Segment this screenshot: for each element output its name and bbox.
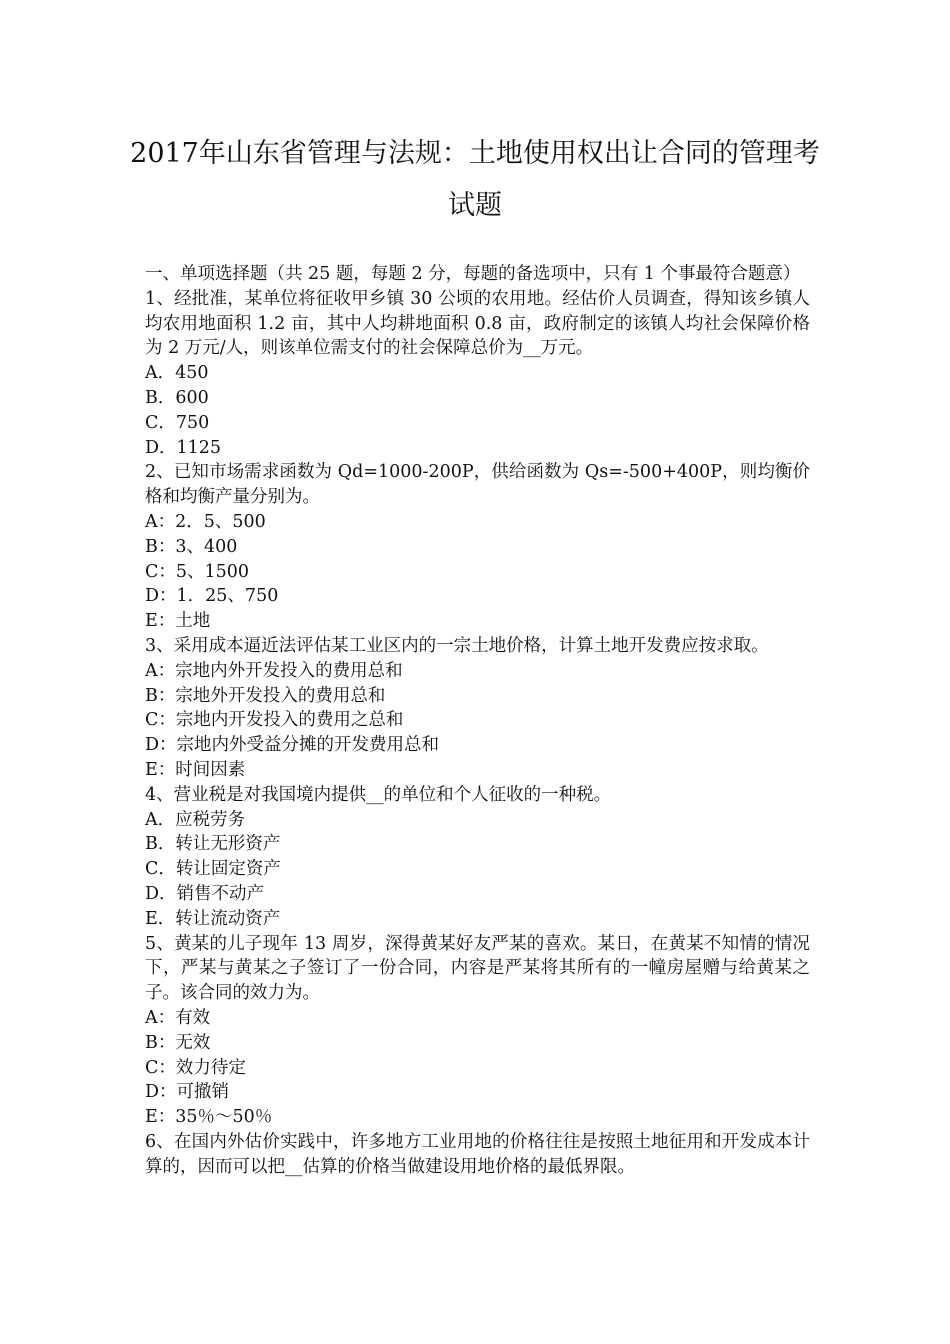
question-1: [145, 287, 810, 461]
question-stem: 2、已知市场需求函数为 Qd=1000-200P，供给函数为 Qs=-500+400P，则均衡价格和均衡产量分别为。: [145, 462, 810, 508]
option: D：1．25、750: [145, 586, 279, 607]
option: A：2．5、500: [145, 511, 266, 532]
document-body: [145, 262, 810, 1179]
option: D：宗地内外受益分摊的开发费用总和: [145, 735, 440, 756]
option: E：35％～50％: [145, 1107, 273, 1128]
question-5: [145, 932, 810, 1130]
option: C：效力待定: [145, 1057, 246, 1078]
title-line-1: 2017年山东省管理与法规：土地使用权出让合同的管理考: [130, 138, 820, 169]
option: A．应税劳务: [145, 809, 246, 830]
option: C．750: [145, 412, 210, 433]
option: B．转让无形资产: [145, 834, 281, 855]
question-3: [145, 634, 810, 783]
section-heading: 一、单项选择题（共 25 题，每题 2 分，每题的备选项中，只有 1 个事最符合题意）: [145, 264, 801, 284]
question-2: [145, 460, 810, 634]
option: C：宗地内开发投入的费用之总和: [145, 710, 404, 731]
question-stem: 1、经批准，某单位将征收甲乡镇 30 公顷的农用地。经估价人员调查，得知该乡镇人均农用地面积 1.2 亩，其中人均耕地面积 0.8 亩，政府制定的该镇人均社会保障价格为 2 万元/人，则该单位需支付的社会保障总价为__万元。: [145, 288, 810, 359]
option: C：5、1500: [145, 561, 250, 582]
option: B．600: [145, 387, 209, 408]
option: B：无效: [145, 1032, 211, 1053]
option: E：土地: [145, 611, 211, 632]
option: D：可撤销: [145, 1082, 230, 1103]
option: A：宗地内外开发投入的费用总和: [145, 660, 403, 681]
option: E：时间因素: [145, 759, 246, 780]
question-4: [145, 783, 810, 932]
question-stem: 5、黄某的儿子现年 13 周岁，深得黄某好友严某的喜欢。某日，在黄某不知情的情况下，严某与黄某之子签订了一份合同，内容是严某将其所有的一幢房屋赠与给黄某之子。该合同的效力为。: [145, 933, 810, 1004]
question-stem: 3、采用成本逼近法评估某工业区内的一宗土地价格，计算土地开发费应按求取。: [145, 635, 769, 656]
question-stem: 6、在国内外估价实践中，许多地方工业用地的价格往往是按照土地征用和开发成本计算的，因而可以把__估算的价格当做建设用地价格的最低界限。: [145, 1131, 810, 1177]
question-stem: 4、营业税是对我国境内提供__的单位和个人征收的一种税。: [145, 784, 612, 805]
option: D．销售不动产: [145, 883, 265, 904]
option: A：有效: [145, 1007, 211, 1028]
title-line-2: 试题: [448, 190, 502, 221]
document-title: [120, 128, 830, 232]
option: A．450: [145, 363, 209, 384]
option: E．转让流动资产: [145, 908, 281, 929]
option: D．1125: [145, 437, 222, 458]
question-6: [145, 1130, 810, 1180]
option: B：3、400: [145, 536, 238, 557]
option: C．转让固定资产: [145, 859, 281, 880]
option: B：宗地外开发投入的费用总和: [145, 685, 386, 706]
